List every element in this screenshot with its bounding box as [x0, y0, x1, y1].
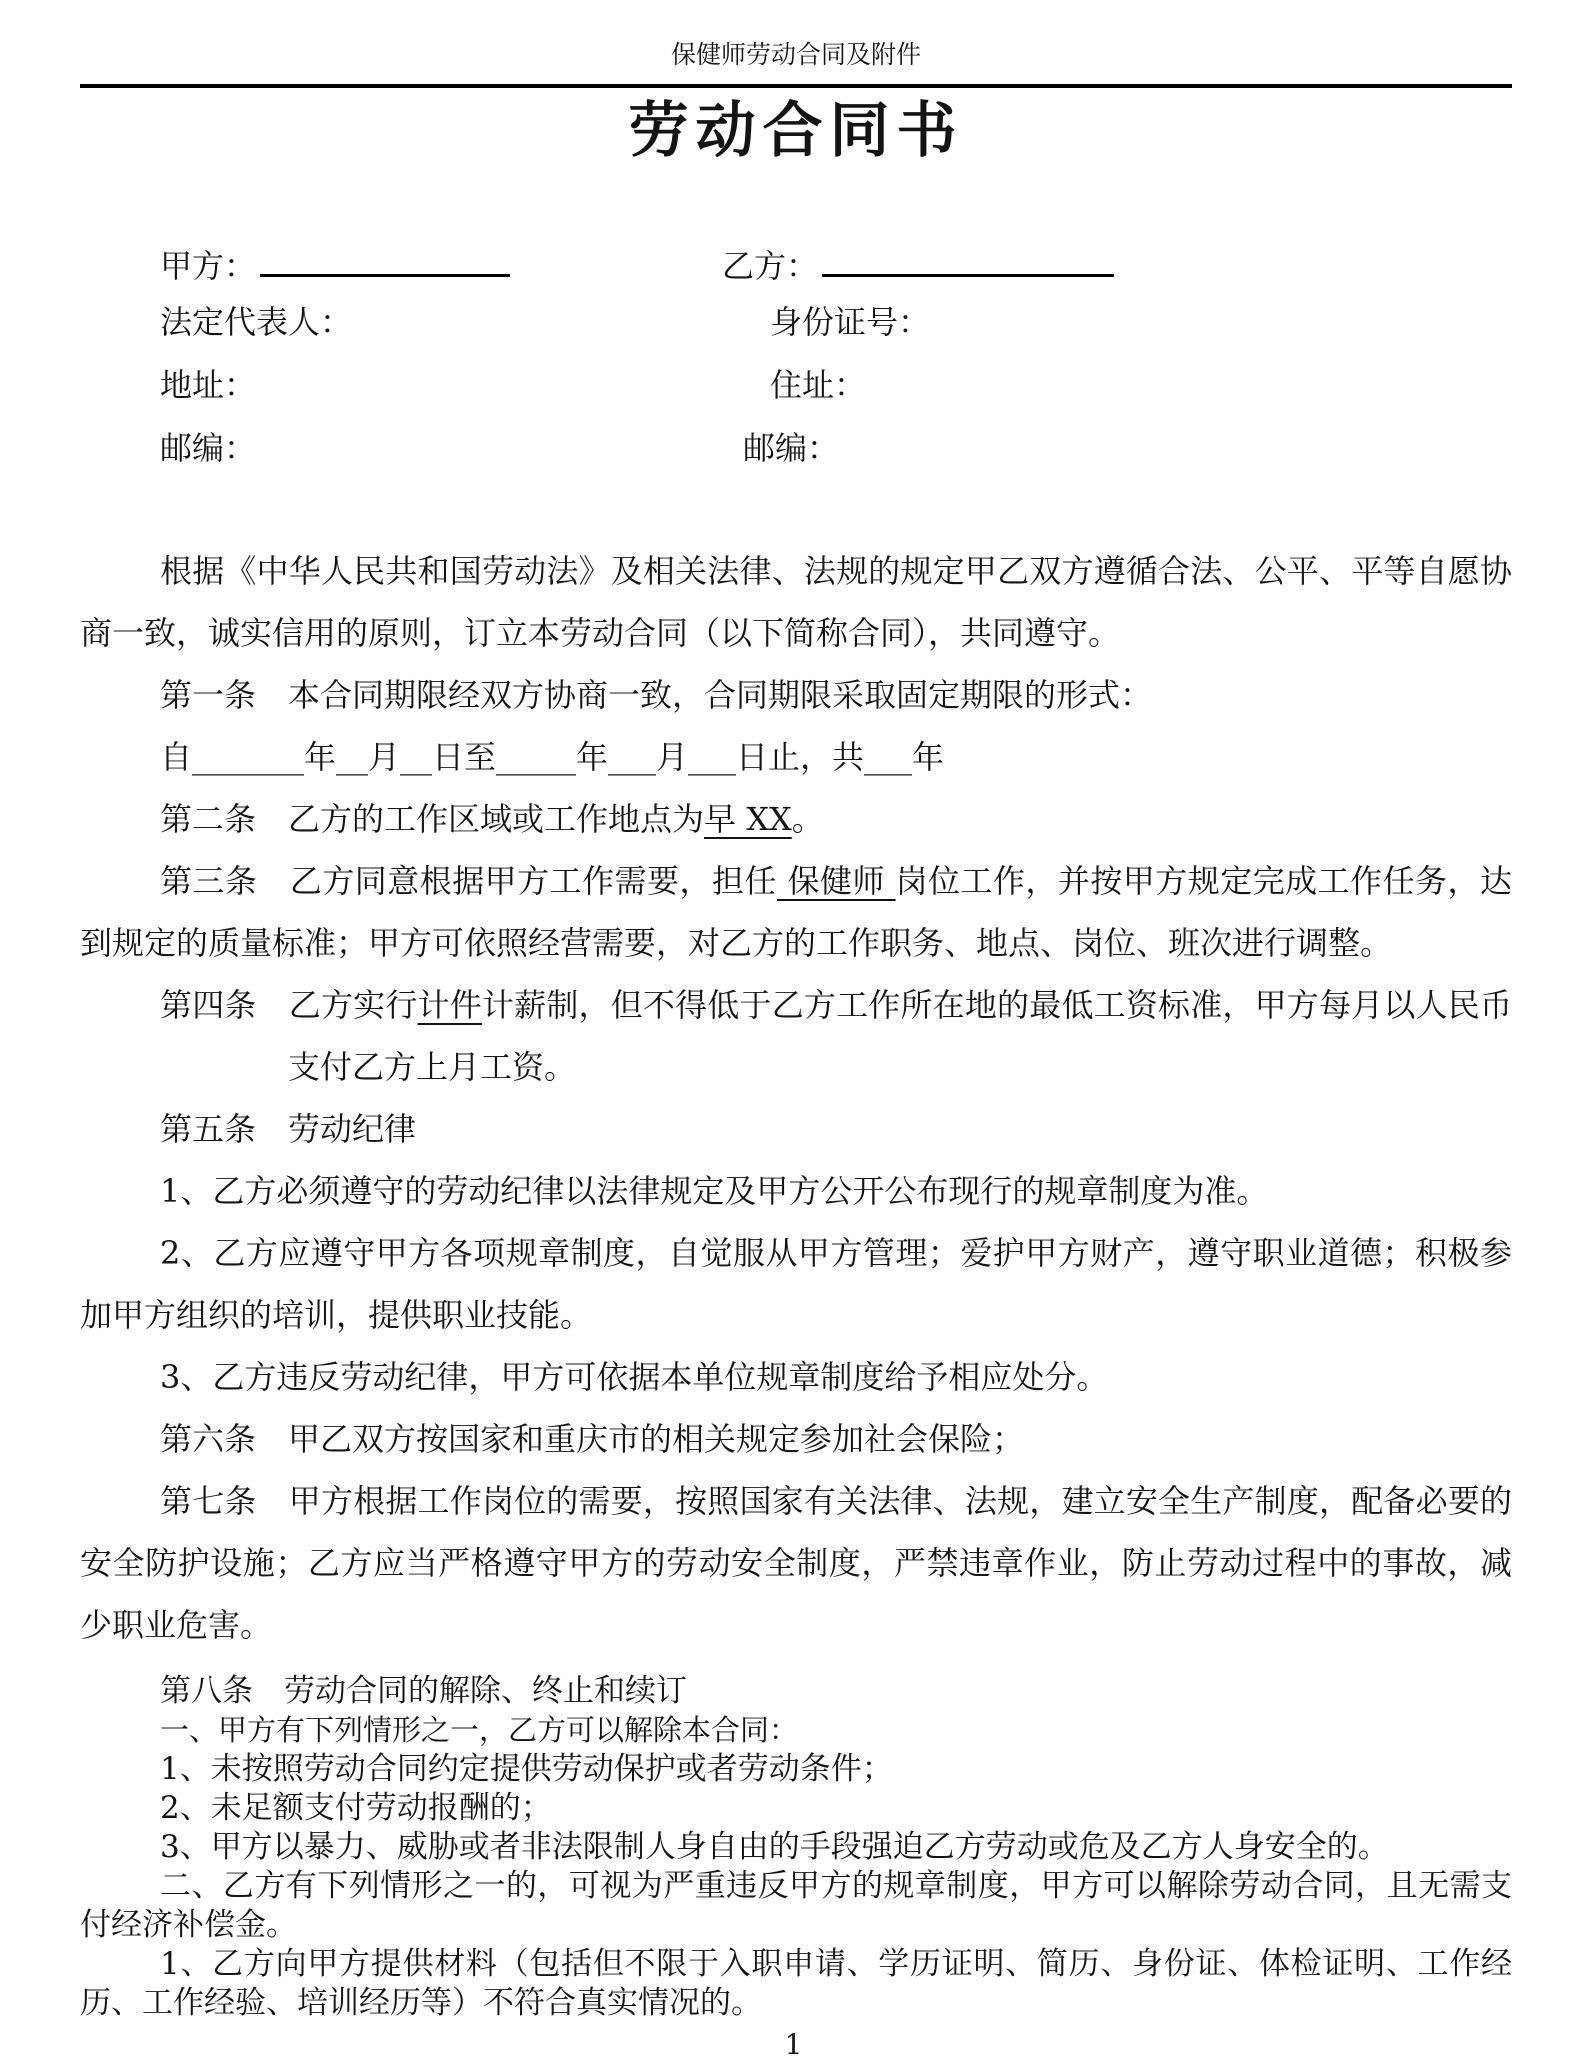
termination-a-item-1: 1、未按照劳动合同约定提供劳动保护或者劳动条件；: [160, 1751, 893, 1787]
termination-b-head: 二、乙方有下列情形之一的，可视为严重违反甲方的规章制度，甲方可以解除劳动合同，且无需支付经济补偿金。: [80, 1868, 1512, 1943]
contract-body: [80, 540, 1512, 1656]
clause-1: 第一条 本合同期限经双方协商一致，合同期限采取固定期限的形式：: [160, 676, 1153, 714]
legal-representative-label: 法定代表人：: [160, 303, 353, 341]
party-row-address: [80, 362, 1512, 425]
termination-section: [80, 1672, 1512, 2023]
clause-5: 第五条 劳动纪律: [160, 1110, 417, 1148]
party-row-postcode: [80, 425, 1512, 488]
party-row-representative: [80, 299, 1512, 362]
page-title: 劳动合同书: [628, 96, 964, 166]
discipline-item-1: 1、乙方必须遵守的劳动纪律以法律规定及甲方公开公布现行的规章制度为准。: [160, 1172, 1269, 1210]
intro-paragraph: 根据《中华人民共和国劳动法》及相关法律、法规的规定甲乙双方遵循合法、公平、平等自愿协商一致，诚实信用的原则，订立本劳动合同（以下简称合同），共同遵守。: [80, 552, 1512, 652]
clause-2-underlined-value: 早 XX: [704, 800, 792, 838]
party-row-names: [80, 236, 1512, 299]
clause-2-text: 第二条 乙方的工作区域或工作地点为: [160, 800, 705, 838]
parties-section: [80, 236, 1512, 488]
residence-label: 住址：: [770, 366, 867, 404]
clause-7: 第七条 甲方根据工作岗位的需要，按照国家有关法律、法规，建立安全生产制度，配备必要的安全防护设施；乙方应当严格遵守甲方的劳动安全制度，严禁违章作业，防止劳动过程中的事故，减少职业危害。: [80, 1482, 1512, 1644]
clause-2-tail: 。: [791, 800, 824, 838]
clause-3: [80, 850, 1512, 974]
clause-4-underlined-paytype: 计件: [417, 986, 482, 1024]
termination-a-item-2: 2、未足额支付劳动报酬的；: [160, 1790, 552, 1826]
postcode-a-label: 邮编：: [160, 429, 257, 467]
termination-b-item-1: 1、乙方向甲方提供材料（包括但不限于入职申请、学历证明、简历、身份证、体检证明、工作经历、工作经验、培训经历等）不符合真实情况的。: [80, 1946, 1512, 2021]
discipline-item-3: 3、乙方违反劳动纪律，甲方可依据本单位规章制度给予相应处分。: [160, 1358, 1109, 1396]
duration-blank-line: 自_______年__月__日至_____年___月___日止，共___年: [160, 738, 945, 776]
party-a-blank: [260, 236, 510, 277]
clause-3-text: 第三条 乙方同意根据甲方工作需要，担任: [160, 862, 777, 900]
header-rule: [80, 84, 1512, 88]
clause-3-tail: 岗位工作，并按甲方规定完成工作任务，达到规定的质量标准；甲方可依照经营需要，对乙方的工作职务、地点、岗位、班次进行调整。: [80, 862, 1512, 962]
party-a-label: 甲方：: [160, 247, 257, 285]
clause-8: 第八条 劳动合同的解除、终止和续订: [160, 1673, 687, 1709]
clause-4-tail: 计薪制，但不得低于乙方工作所在地的最低工资标准，甲方每月以人民币支付乙方上月工资。: [288, 986, 1512, 1086]
clause-2: [80, 788, 1512, 850]
address-label: 地址：: [160, 366, 257, 404]
clause-6: 第六条 甲乙双方按国家和重庆市的相关规定参加社会保险；: [160, 1420, 1025, 1458]
party-b-blank: [822, 236, 1114, 277]
clause-4: [80, 974, 1512, 1098]
discipline-item-2: 2、乙方应遵守甲方各项规章制度，自觉服从甲方管理；爱护甲方财产，遵守职业道德；积极参加甲方组织的培训，提供职业技能。: [80, 1234, 1512, 1334]
id-number-label: 身份证号：: [770, 303, 931, 341]
termination-a-head: 一、甲方有下列情形之一，乙方可以解除本合同：: [160, 1713, 799, 1747]
postcode-b-label: 邮编：: [743, 429, 840, 467]
termination-a-item-3: 3、甲方以暴力、威胁或者非法限制人身自由的手段强迫乙方劳动或危及乙方人身安全的。: [160, 1829, 1389, 1865]
party-b-label: 乙方：: [722, 247, 819, 285]
party-b-field: [722, 236, 1114, 289]
party-a-field: [160, 236, 510, 289]
running-header: 保健师劳动合同及附件: [670, 40, 921, 69]
clause-3-underlined-position: 保健师: [776, 862, 896, 900]
page-number: 1: [784, 2028, 803, 2061]
clause-4-text: 第四条 乙方实行: [160, 986, 418, 1024]
